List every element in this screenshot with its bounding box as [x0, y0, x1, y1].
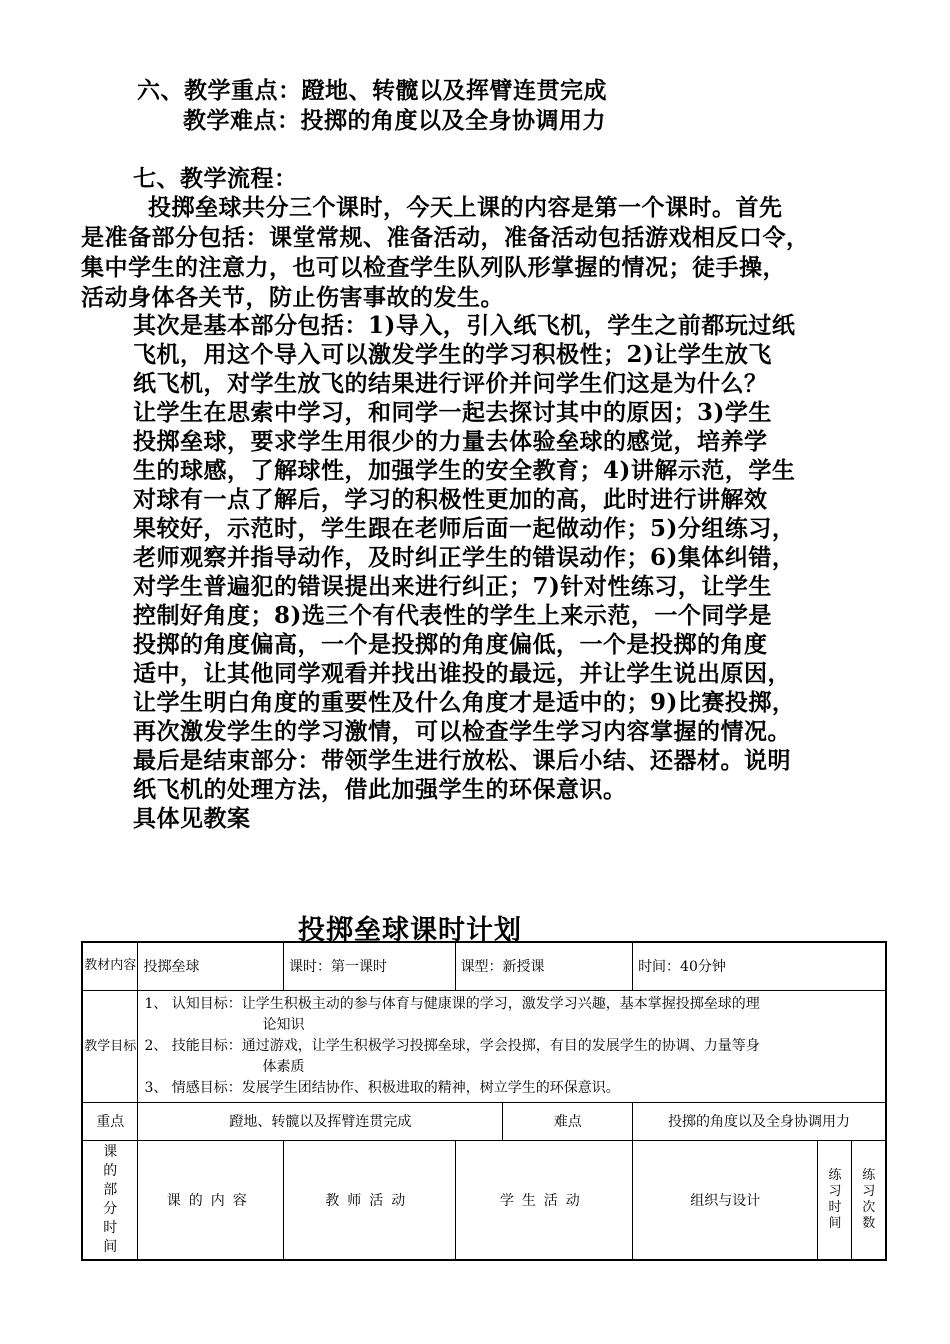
focus-label: 重点: [82, 1102, 138, 1140]
flow-heading: 七、教学流程：: [133, 165, 298, 192]
teacher-header: 教师活动: [284, 1140, 456, 1260]
lesson-plan-table: [81, 941, 887, 1261]
text-line: 控制好角度；8)选三个有代表性的学生上来示范，一个同学是: [133, 602, 772, 629]
difficulty-label: 难点: [503, 1102, 633, 1140]
text-line: 投掷垒球共分三个课时，今天上课的内容是第一个课时。首先: [148, 194, 783, 221]
practice-count-header: 练习次数: [852, 1140, 886, 1260]
text-line: 具体见教案: [133, 805, 251, 832]
part-time-header: 课的部分时间: [82, 1140, 138, 1260]
table-row: [82, 942, 886, 990]
teaching-difficulty: 教学难点：投掷的角度以及全身协调用力: [183, 107, 606, 134]
practice-time-header: 练习时间: [818, 1140, 852, 1260]
goals-label: 教学目标: [82, 990, 138, 1102]
student-header: 学生活动: [455, 1140, 633, 1260]
text-line: 适中，让其他同学观看并找出谁投的最远，并让学生说出原因，: [133, 660, 791, 687]
text-line: 投掷的角度偏高，一个是投掷的角度偏低，一个是投掷的角度: [133, 631, 768, 658]
material-value: 投掷垒球: [138, 942, 284, 990]
text-line: 生的球感，了解球性，加强学生的安全教育；4)讲解示范，学生: [133, 457, 796, 484]
text-line: 对球有一点了解后，学习的积极性更加的高，此时进行讲解效: [133, 486, 768, 513]
material-label: 教材内容: [82, 942, 138, 990]
org-header: 组织与设计: [633, 1140, 818, 1260]
text-line: 活动身体各关节，防止伤害事故的发生。: [81, 284, 504, 311]
text-line: 纸飞机的处理方法，借此加强学生的环保意识。: [133, 776, 627, 803]
goal-cognitive: 1、 认知目标：让学生积极主动的参与体育与健康课的学习，激发学习兴趣，基本掌握投掷垒球的理 论知识: [144, 995, 760, 1033]
text-line: 其次是基本部分包括：1)导入，引入纸飞机，学生之前都玩过纸: [133, 312, 796, 339]
plan-title: 投掷垒球课时计划: [298, 915, 522, 946]
text-line: 集中学生的注意力，也可以检查学生队列队形掌握的情况；徒手操，: [81, 254, 786, 281]
text-line: 老师观察并指导动作，及时纠正学生的错误动作；6)集体纠错，: [133, 544, 796, 571]
table-row: [82, 1102, 886, 1140]
teaching-focus: 六、教学重点：蹬地、转髋以及挥臂连贯完成: [137, 77, 607, 104]
text-line: 让学生明白角度的重要性及什么角度才是适中的；9)比赛投掷，: [133, 689, 796, 716]
text-line: 是准备部分包括：课堂常规、准备活动，准备活动包括游戏相反口令，: [81, 224, 810, 251]
time-value: 时间：40分钟: [633, 942, 886, 990]
text-line: 飞机，用这个导入可以激发学生的学习积极性；2)让学生放飞: [133, 341, 772, 368]
focus-value: 蹬地、转髋以及挥臂连贯完成: [138, 1102, 503, 1140]
text-line: 投掷垒球，要求学生用很少的力量去体验垒球的感觉，培养学: [133, 428, 768, 455]
lesson-type-value: 课型：新授课: [455, 942, 633, 990]
difficulty-value: 投掷的角度以及全身协调用力: [633, 1102, 886, 1140]
table-row: [82, 990, 886, 1102]
goal-emotion: 3、 情感目标：发展学生团结协作、积极进取的精神，树立学生的环保意识。: [144, 1079, 620, 1096]
period-value: 课时：第一课时: [284, 942, 456, 990]
text-line: 让学生在思索中学习，和同学一起去探讨其中的原因；3)学生: [133, 399, 772, 426]
text-line: 最后是结束部分：带领学生进行放松、课后小结、还器材。说明: [133, 747, 791, 774]
goals-cell: [138, 990, 886, 1102]
goal-skill: 2、 技能目标：通过游戏，让学生积极学习投掷垒球，学会投掷，有目的发展学生的协调、力量等身 体素质: [144, 1037, 760, 1075]
text-line: 对学生普遍犯的错误提出来进行纠正；7)针对性练习，让学生: [133, 573, 772, 600]
text-line: 果较好，示范时，学生跟在老师后面一起做动作；5)分组练习，: [133, 515, 796, 542]
text-line: 再次激发学生的学习激情，可以检查学生学习内容掌握的情况。: [133, 718, 791, 745]
table-row: [82, 1140, 886, 1260]
content-header: 课的内容: [138, 1140, 284, 1260]
text-line: 纸飞机，对学生放飞的结果进行评价并问学生们这是为什么？: [133, 370, 768, 397]
